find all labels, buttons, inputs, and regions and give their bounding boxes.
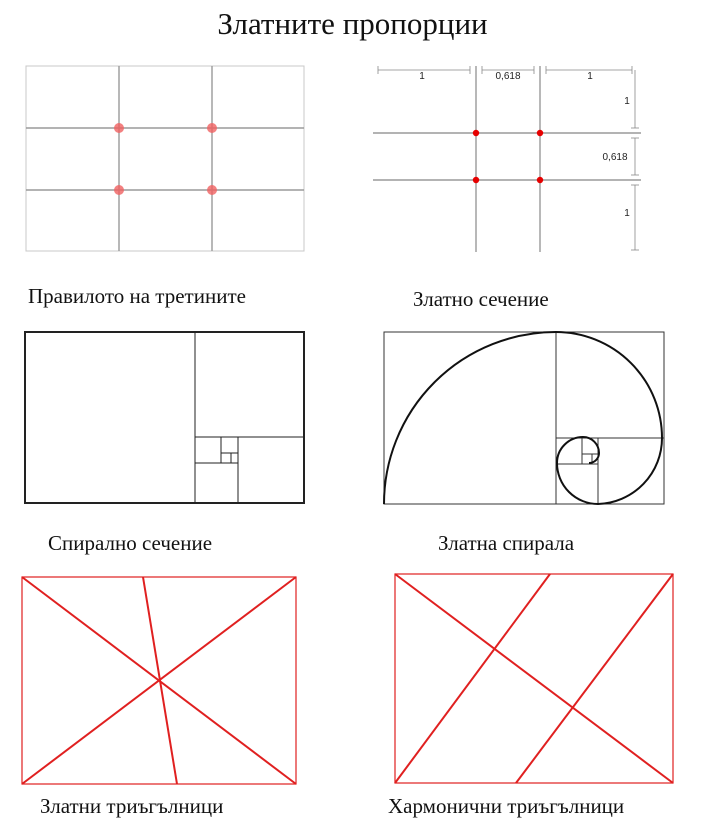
caption-harmonic-triangles: Хармонични триъгълници <box>388 794 625 818</box>
golden-label-top-mid: 0,618 <box>495 71 521 82</box>
spiral-section-diagram <box>25 332 304 503</box>
thirds-point <box>114 123 124 133</box>
golden-spiral-curve <box>384 332 662 504</box>
golden-triangles-diagram <box>22 577 296 784</box>
golden-label-right-top: 1 <box>624 96 630 107</box>
golden-point <box>537 177 543 183</box>
golden-label-right-mid: 0,618 <box>602 152 628 163</box>
golden-spiral-diagram <box>384 332 664 504</box>
harmonic-triangles-perpendicular <box>516 574 673 783</box>
golden-section-diagram <box>373 66 641 252</box>
golden-spiral-frame <box>384 332 664 504</box>
harmonic-triangles-diagonal <box>395 574 673 783</box>
thirds-point <box>207 185 217 195</box>
harmonic-triangles-perpendicular <box>395 574 550 783</box>
thirds-frame <box>26 66 304 251</box>
harmonic-triangles-diagram <box>395 574 673 783</box>
golden-point <box>473 177 479 183</box>
golden-point <box>537 130 543 136</box>
golden-triangles-perpendicular <box>143 577 177 784</box>
golden-right-dimensions <box>631 70 639 250</box>
caption-golden-triangles: Златни триъгълници <box>40 794 224 818</box>
golden-label-top-right: 1 <box>587 71 593 82</box>
golden-point <box>473 130 479 136</box>
thirds-point <box>207 123 217 133</box>
caption-golden-section: Златно сечение <box>413 287 549 311</box>
golden-label-right-bottom: 1 <box>624 208 630 219</box>
rule-of-thirds-diagram <box>26 66 304 251</box>
caption-golden-spiral: Златна спирала <box>438 531 575 555</box>
page-title: Златните пропорции <box>217 6 488 41</box>
golden-label-top-left: 1 <box>419 71 425 82</box>
caption-rule-of-thirds: Правилото на третините <box>28 284 246 308</box>
thirds-point <box>114 185 124 195</box>
caption-spiral-section: Спирално сечение <box>48 531 213 555</box>
spiral-section-frame <box>25 332 304 503</box>
